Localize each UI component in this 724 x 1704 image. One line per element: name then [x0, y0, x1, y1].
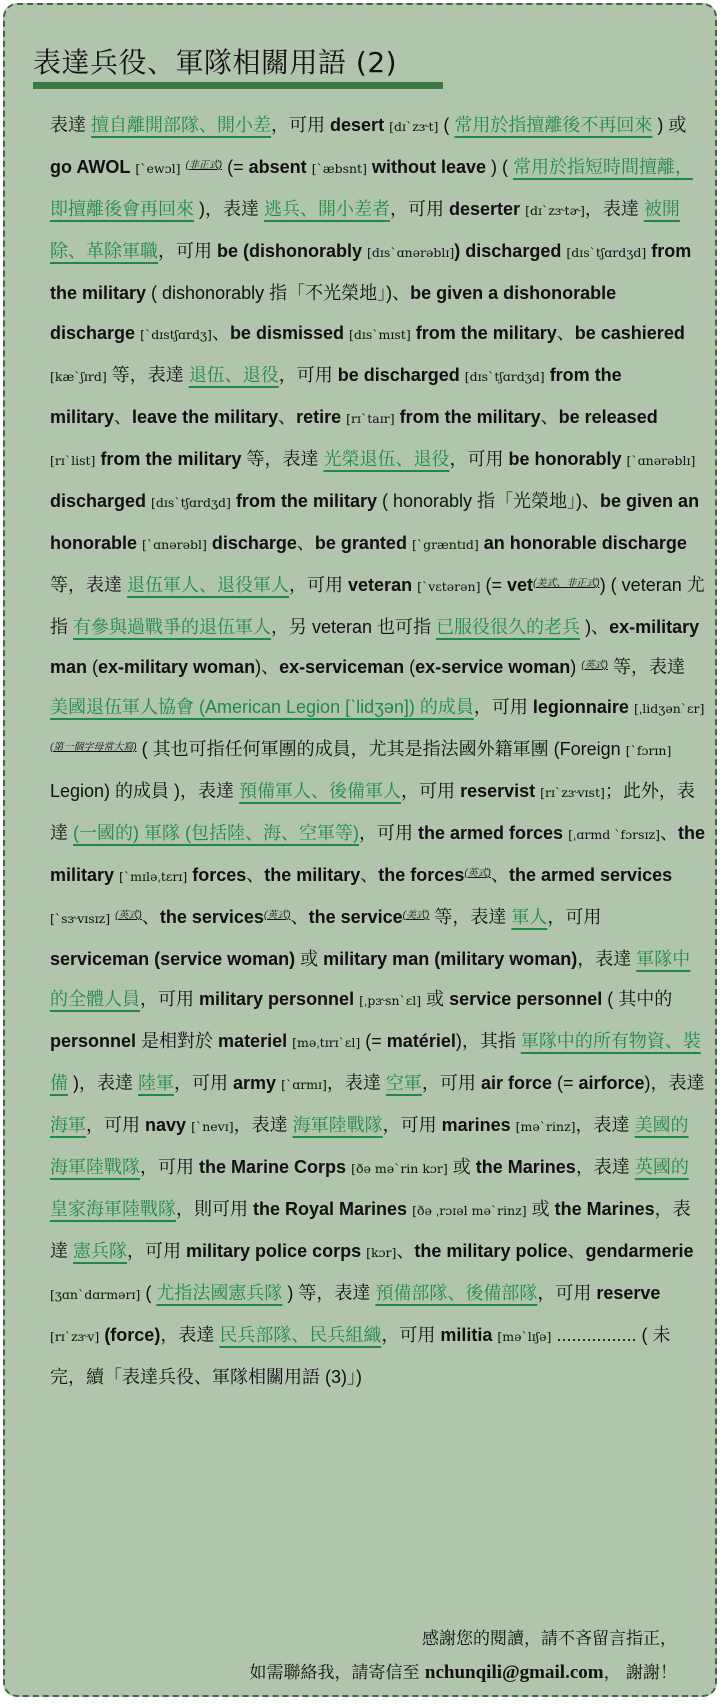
english-term: reservist [460, 781, 536, 801]
body-text: ，可用 [537, 1283, 597, 1303]
english-term: the armed forces [418, 823, 564, 843]
phonetic-transcription: [rɪˋzɝv] [50, 1329, 100, 1344]
english-term: the Marine Corps [199, 1157, 347, 1177]
body-text: )、 [255, 657, 280, 677]
body-text: ，表達 [584, 199, 644, 219]
body-text: ，表達 [160, 1325, 220, 1345]
highlight-meaning: 民兵部隊、民兵組織 [219, 1325, 382, 1345]
english-term: be cashiered [574, 323, 685, 343]
highlight-meaning: 常用於指短時間擅離，即擅離後會再回來 [50, 157, 693, 219]
body-text: 等，表達 [241, 449, 324, 469]
phonetic-transcription: [ˋmɪləˌtɛrɪ] [119, 869, 188, 884]
english-term: from the military [235, 491, 377, 511]
english-term: be (dishonorably [217, 241, 363, 261]
body-text: 、 [246, 865, 265, 885]
highlight-meaning: 有參與過戰爭的退伍軍人 [73, 617, 272, 637]
body-text: 、 [491, 865, 509, 885]
english-term: gendarmerie [585, 1241, 694, 1261]
phonetic-transcription: [ˋvɛtərən] [417, 579, 481, 594]
body-text: 等，表達 [429, 907, 512, 927]
body-text: 或 [295, 949, 324, 969]
body-text: )，表達 [68, 1073, 138, 1093]
highlight-meaning: 擅自離開部隊、開小差 [91, 115, 272, 135]
thanks-line-1: 感謝您的閱讀，請不吝留言指正， [422, 1629, 677, 1649]
english-term: discharged [50, 491, 147, 511]
english-term: ) discharged [454, 241, 562, 261]
body-text: 、 [296, 533, 315, 553]
body-text: ，可用 [140, 1157, 200, 1177]
english-term: without leave [371, 157, 486, 177]
body-text: ，表達 [50, 1199, 691, 1261]
usage-label: (英式) [115, 910, 142, 921]
usage-label: (非正式) [185, 160, 223, 171]
highlight-meaning: 憲兵隊 [73, 1241, 128, 1261]
highlight-meaning: 退伍軍人、退役軍人 [127, 575, 290, 595]
phonetic-transcription: [rɪˋzɝvɪst] [540, 785, 605, 800]
body-text: 是相對於 [136, 1031, 219, 1051]
body-text: ) 等，表達 [282, 1283, 376, 1303]
phonetic-transcription: [dɪsˋtʃɑrdʒd] [566, 245, 647, 260]
body-text: ，可用 [289, 575, 349, 595]
english-term: personnel [50, 1031, 137, 1051]
body-text: ( 其也可指任何軍團的成員，尤其是指法國外籍軍團 (Foreign [136, 739, 626, 759]
highlight-meaning: 空軍 [385, 1073, 422, 1093]
article-body [50, 105, 705, 1397]
body-text: 或 [526, 1199, 555, 1219]
usage-label: (美式) [402, 910, 430, 921]
english-term: reserve [596, 1283, 661, 1303]
phonetic-transcription: [ˋgræntɪd] [411, 537, 479, 552]
english-term: ex-military man [50, 617, 700, 677]
phonetic-transcription: [dɪsˋmɪst] [349, 327, 411, 342]
body-text: ( [438, 115, 455, 135]
body-text: 或 [421, 989, 450, 1009]
english-term: from the military [415, 323, 557, 343]
english-term: the Royal Marines [253, 1199, 408, 1219]
body-text: ( [140, 1283, 157, 1303]
highlight-meaning: 常用於指擅離後不再回來 [454, 115, 653, 135]
phonetic-transcription: [ˌlidʒənˋɛr] [633, 701, 705, 716]
body-text: ，可用 [473, 697, 533, 717]
body-text: ，則可用 [176, 1199, 254, 1219]
body-text: 、 [659, 823, 678, 843]
english-term: matériel [386, 1031, 456, 1051]
body-text: ；此外，表達 [50, 781, 695, 843]
article-card [3, 3, 717, 1697]
body-text: )，表達 [644, 1073, 705, 1093]
body-text: ( honorably 指「光榮地」)、 [376, 491, 601, 511]
body-text: 、 [396, 1241, 415, 1261]
phonetic-transcription: [ˋæbsnt] [311, 161, 367, 176]
body-text: )，其指 [455, 1031, 521, 1051]
highlight-meaning: 軍隊中的所有物資、裝備 [50, 1031, 701, 1093]
highlight-meaning: 逃兵、開小差者 [264, 199, 390, 219]
english-term: marines [441, 1115, 511, 1135]
highlight-meaning: 預備部隊、後備部隊 [375, 1283, 538, 1303]
english-term: desert [330, 115, 385, 135]
body-text: 表達 [50, 115, 92, 135]
english-term: airforce [578, 1073, 645, 1093]
page-title: 表達兵役、軍隊相關用語 (2) [33, 46, 398, 79]
english-term: the military [264, 865, 361, 885]
highlight-meaning: 海軍 [50, 1115, 86, 1135]
phonetic-transcription: [dɪˋzɝtɚ] [525, 203, 585, 218]
highlight-meaning: 英國的皇家海軍陸戰隊 [50, 1157, 689, 1219]
body-text: 等，表達 [50, 575, 128, 595]
body-text: ，可用 [140, 989, 200, 1009]
thanks-note [250, 1623, 678, 1690]
english-term: be given an honorable [50, 491, 700, 553]
body-text: ，可用 [449, 449, 509, 469]
english-term: ex-serviceman [279, 657, 405, 677]
highlight-meaning: (一國的) 軍隊 (包括陸、海、空軍等) [73, 823, 359, 843]
body-text: ，另 veteran 也可指 [271, 617, 437, 637]
body-text: ，可用 [278, 365, 338, 385]
body-text: 等，表達 [607, 657, 685, 677]
body-text: ，可用 [86, 1115, 146, 1135]
english-term: military personnel [199, 989, 355, 1009]
english-term: be dismissed [229, 323, 344, 343]
english-term: air force [480, 1073, 552, 1093]
english-term: ex-military woman [98, 657, 256, 677]
highlight-meaning: 已服役很久的老兵 [436, 617, 581, 637]
phonetic-transcription: [kɔr] [366, 1245, 397, 1260]
english-term: discharge [211, 533, 297, 553]
english-term: deserter [449, 199, 521, 219]
body-text: 或 [447, 1157, 476, 1177]
english-term: be given a dishonorable discharge [50, 283, 617, 343]
highlight-meaning: 美國退伍軍人協會 (American Legion [ˋlidʒən]) 的成員 [50, 697, 474, 717]
english-term: from the military [50, 241, 692, 303]
thanks-contact-suffix: ， 謝謝！ [603, 1663, 677, 1683]
body-text: Legion) 的成員 )，表達 [50, 781, 240, 801]
body-text: ) ( veteran 尤指 [50, 575, 705, 637]
phonetic-transcription: [rɪˋlist] [50, 453, 96, 468]
english-term: navy [145, 1115, 187, 1135]
english-term: army [233, 1073, 277, 1093]
highlight-meaning: 預備軍人、後備軍人 [239, 781, 402, 801]
english-term: ex-service woman [415, 657, 571, 677]
body-text: ) [570, 657, 582, 677]
highlight-meaning: 海軍陸戰隊 [292, 1115, 383, 1135]
body-text: ，可用 [547, 907, 602, 927]
body-text: 等，表達 [106, 365, 189, 385]
body-text: 、 [360, 865, 379, 885]
body-text: ，可用 [401, 781, 461, 801]
thanks-contact-prefix: 如需聯絡我，請寄信至 [249, 1663, 425, 1683]
phonetic-transcription: [məˌtɪrɪˋɛl] [292, 1035, 361, 1050]
english-term: the Marines [554, 1199, 655, 1219]
english-term: serviceman (service woman) [50, 949, 296, 969]
english-term: service personnel [449, 989, 603, 1009]
highlight-meaning: 軍人 [511, 907, 548, 927]
english-term: the military police [414, 1241, 568, 1261]
phonetic-transcription: [kæˋʃɪrd] [50, 369, 107, 384]
english-term: from the military [100, 449, 242, 469]
body-text: (= [360, 1031, 387, 1051]
body-text: ( [404, 657, 416, 677]
body-text: 、 [290, 907, 309, 927]
phonetic-transcription: [ˋɑrmɪ] [281, 1077, 327, 1092]
highlight-meaning: 光榮退伍、退役 [323, 449, 450, 469]
body-text: ，表達 [577, 949, 637, 969]
phonetic-transcription: [ðə ˌrɔɪəl məˋrinz] [412, 1203, 527, 1218]
english-term: the military [50, 823, 705, 885]
usage-label: (第一個字母常大寫) [50, 742, 137, 753]
phonetic-transcription: [ˋɑnərəblɪ] [626, 453, 696, 468]
english-term: the Marines [475, 1157, 576, 1177]
phonetic-transcription: [məˋlɪʃə] [497, 1329, 552, 1344]
body-text: ，表達 [326, 1073, 386, 1093]
body-text: ................ ( 未完，續「表達兵役、軍隊相關用語 (3)」) [50, 1325, 671, 1387]
phonetic-transcription: [ˋɑnərəbl] [142, 537, 207, 552]
usage-label: (英式) [263, 910, 291, 921]
body-text: ，可用 [382, 1115, 442, 1135]
body-text: (= [551, 1073, 579, 1093]
english-term: absent [248, 157, 307, 177]
english-term: from the military [399, 407, 541, 427]
english-term: be discharged [337, 365, 460, 385]
english-term: the forces [378, 865, 465, 885]
english-term: the services [159, 907, 264, 927]
highlight-meaning: 美國的海軍陸戰隊 [50, 1115, 689, 1177]
phonetic-transcription: [ðə məˋrin kɔr] [351, 1161, 448, 1176]
english-term: leave the military [132, 407, 279, 427]
phonetic-transcription: [ˋdɪstʃɑrdʒ] [140, 327, 212, 342]
phonetic-transcription: [ˌpɝsnˋɛl] [359, 993, 422, 1008]
body-text: 、 [114, 407, 133, 427]
english-term: the service [308, 907, 403, 927]
highlight-meaning: 退伍、退役 [188, 365, 279, 385]
phonetic-transcription: [ˋsɝvɪsɪz] [50, 911, 111, 926]
english-term: vet [507, 575, 534, 595]
english-term: be granted [314, 533, 407, 553]
body-text: ，可用 [127, 1241, 187, 1261]
phonetic-transcription: [ˋfɔrɪn] [625, 743, 672, 758]
body-text: )，表達 [194, 199, 264, 219]
body-text: ( [87, 657, 99, 677]
contact-email: nchunqili@gmail.com [424, 1662, 604, 1683]
body-text: ) ( [486, 157, 513, 177]
english-term: retire [296, 407, 342, 427]
body-text: ，可用 [271, 115, 331, 135]
body-text: 、 [211, 323, 230, 343]
phonetic-transcription: [dɪsˋɑnərəblɪ] [367, 245, 455, 260]
english-term: veteran [348, 575, 413, 595]
body-text: ，可用 [174, 1073, 234, 1093]
body-text: ( dishonorably 指「不光榮地」)、 [146, 283, 411, 303]
english-term: be honorably [508, 449, 622, 469]
phonetic-transcription: [ˋnevɪ] [191, 1119, 234, 1134]
body-text: ，可用 [359, 823, 419, 843]
phonetic-transcription: [dɪˋzɝt] [389, 119, 439, 134]
phonetic-transcription: [ˌɑrmd ˋfɔrsɪz] [568, 827, 660, 842]
highlight-meaning: 被開除、革除軍職 [50, 199, 680, 261]
body-text: ) 或 [652, 115, 687, 135]
english-term: the armed services [509, 865, 673, 885]
body-text: ，可用 [381, 1325, 441, 1345]
highlight-meaning: 軍隊中的全體人員 [50, 949, 691, 1009]
body-text: 、 [278, 407, 297, 427]
body-text: ，可用 [421, 1073, 481, 1093]
english-term: go AWOL [50, 157, 131, 177]
phonetic-transcription: [rɪˋtaɪr] [346, 411, 395, 426]
english-term: be released [558, 407, 658, 427]
body-text: (= [480, 575, 507, 595]
english-term: from the military [50, 365, 622, 427]
phonetic-transcription: [məˋrinz] [515, 1119, 576, 1134]
body-text: (= [222, 157, 249, 177]
english-term: materiel [218, 1031, 288, 1051]
phonetic-transcription: [ˋewɔl] [135, 161, 181, 176]
english-term: military man (military woman) [323, 949, 578, 969]
usage-label: (英式) [464, 868, 491, 879]
body-text: 、 [540, 407, 559, 427]
body-text: ( 其中的 [602, 989, 673, 1009]
usage-label: (美式、非正式) [533, 578, 600, 589]
usage-label: (英式) [581, 660, 608, 671]
phonetic-transcription: [ʒɑnˋdɑrmərɪ] [50, 1287, 141, 1302]
body-text: ，表達 [233, 1115, 293, 1135]
body-text: ，表達 [575, 1157, 635, 1177]
english-term: legionnaire [532, 697, 629, 717]
phonetic-transcription: [dɪsˋtʃɑrdʒd] [151, 495, 231, 510]
body-text: 、 [567, 1241, 586, 1261]
body-text: ，可用 [390, 199, 450, 219]
english-term: forces [192, 865, 247, 885]
body-text: 、 [141, 907, 160, 927]
english-term: (force) [104, 1325, 161, 1345]
body-text: )、 [580, 617, 610, 637]
body-text: ，可用 [158, 241, 218, 261]
highlight-meaning: 陸軍 [138, 1073, 174, 1093]
english-term: militia [440, 1325, 493, 1345]
title-underline [33, 82, 443, 89]
english-term: an honorable discharge [483, 533, 687, 553]
highlight-meaning: 尤指法國憲兵隊 [156, 1283, 283, 1303]
body-text: 、 [556, 323, 575, 343]
phonetic-transcription: [dɪsˋtʃɑrdʒd] [464, 369, 545, 384]
body-text: ，表達 [575, 1115, 635, 1135]
english-term: military police corps [186, 1241, 362, 1261]
